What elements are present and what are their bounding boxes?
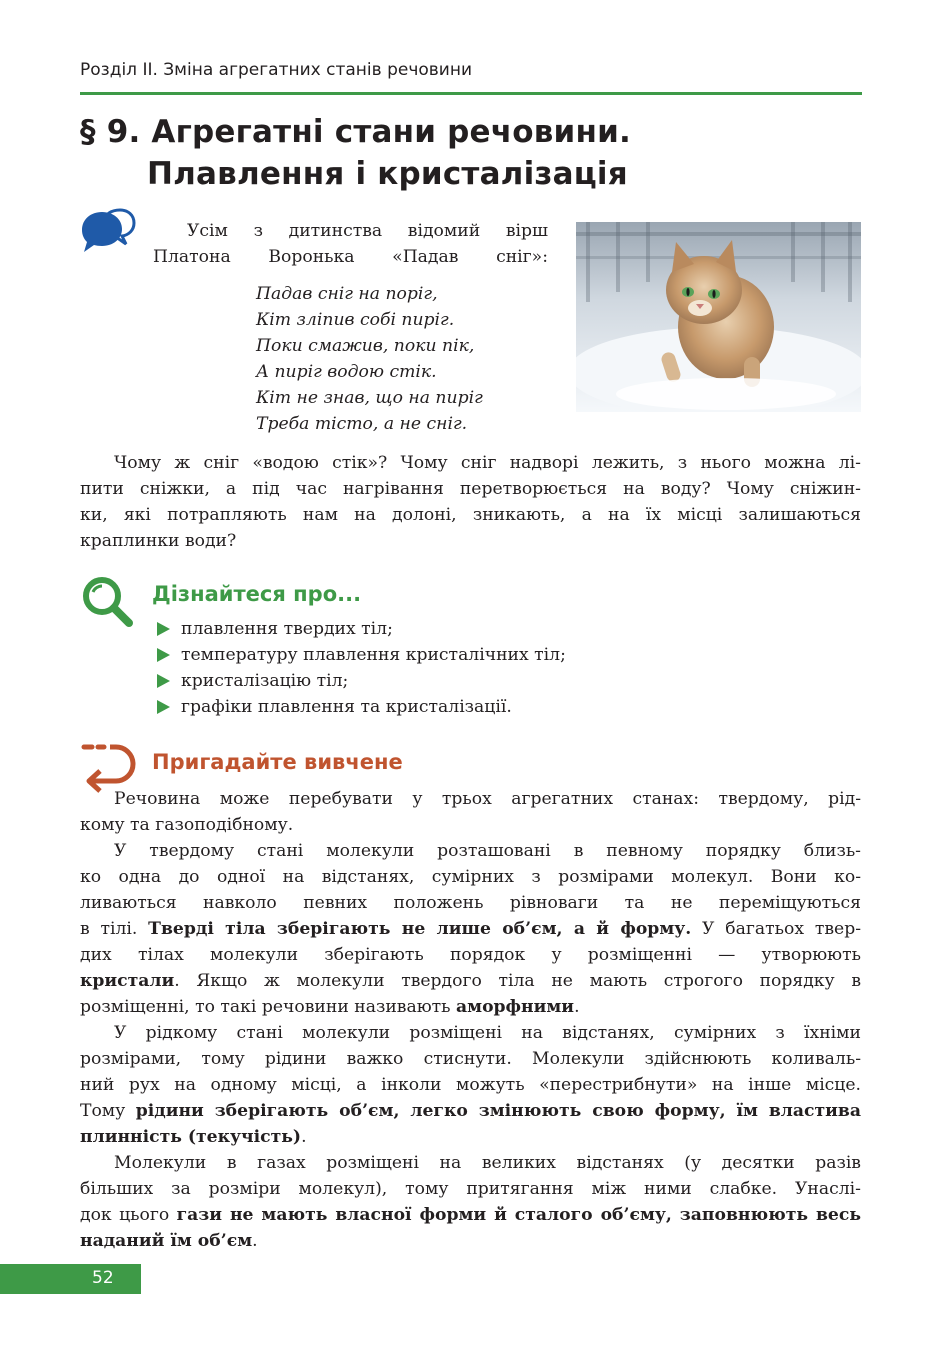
p2-line [80, 994, 861, 1020]
p4-line [80, 1228, 861, 1254]
triangle-bullet-icon [157, 648, 170, 662]
p1-line: кому та газоподібному. [80, 815, 294, 835]
list-item-text: плавлення твердих тіл; [181, 619, 393, 639]
question-line: краплинки води? [80, 531, 237, 551]
bold-run: плинність (текучість) [80, 1127, 302, 1147]
p2-line: У твердому стані молекули розташовані в певному порядку близь- [114, 841, 861, 861]
text-run: в тілі. [80, 919, 149, 939]
p3-line [80, 1124, 861, 1150]
text-run: док цього [80, 1205, 177, 1225]
text-run: . [252, 1231, 258, 1251]
text-run: У багатьох твер- [691, 919, 861, 939]
p3-line: розмірами, тому рідини важко стиснути. Молекули здійснюють коливаль- [80, 1049, 861, 1069]
magnifier-icon [82, 576, 134, 628]
question-line: ки, які потрапляють нам на долоні, зникають, а на їх місці залишаються [80, 505, 861, 525]
p2-line: ко одна до одної на відстанях, сумірних з розмірами молекул. Вони ко- [80, 867, 861, 887]
intro-line-2: Платона Воронька «Падав сніг»: [153, 247, 548, 267]
bold-run: наданий їм об’єм [80, 1231, 253, 1251]
learn-heading: Дізнайтеся про... [152, 582, 362, 606]
p3-line: ний рух на одному місці, а інколи можуть «перестрибнути» на інше місце. [80, 1075, 861, 1095]
page-number: 52 [92, 1268, 114, 1288]
learn-list [157, 616, 566, 720]
list-item [157, 616, 566, 642]
list-item-text: графіки плавлення та кристалізації. [181, 697, 512, 717]
header-rule [80, 92, 862, 95]
cat-in-snow-photo [576, 222, 861, 412]
page-title-line-1: § 9. Агрегатні стани речовини. [80, 114, 631, 150]
bold-run: Тверді тіла зберігають не лише об’єм, а й форму. [148, 919, 692, 939]
p2-line: дих тілах молекули зберігають порядок у розміщенні — утворюють [80, 945, 861, 965]
text-run: Тому [80, 1101, 136, 1121]
intro-line-1: Усім з дитинства відомий вірш [187, 221, 548, 241]
question-paragraph [80, 450, 861, 554]
p2-line [80, 916, 861, 942]
text-run: розміщенні, то такі речовини називають [80, 997, 456, 1017]
list-item [157, 694, 566, 720]
list-item [157, 642, 566, 668]
p3-line: У рідкому стані молекули розміщені на відстанях, сумірних з їхніми [114, 1023, 861, 1043]
running-header: Розділ II. Зміна агрегатних станів речовини [80, 60, 472, 80]
list-item [157, 668, 566, 694]
p4-line [80, 1202, 861, 1228]
body-paragraphs [80, 786, 861, 1254]
triangle-bullet-icon [157, 622, 170, 636]
p4-line: Молекули в газах розміщені на великих відстанях (у десятки разів [114, 1153, 861, 1173]
speech-bubbles-icon [80, 208, 136, 260]
triangle-bullet-icon [157, 674, 170, 688]
page-number-bar [0, 1264, 141, 1294]
question-line: пити сніжки, а під час нагрівання перетворюється на воду? Чому сніжин- [80, 479, 861, 499]
poem-line: Треба тісто, а не сніг. [256, 414, 468, 434]
triangle-bullet-icon [157, 700, 170, 714]
bold-run: гази не мають власної форми й сталого об’єму, заповнюють весь [176, 1205, 861, 1225]
page-title-line-2: Плавлення і кристалізація [147, 156, 628, 192]
poem-line: Поки смажив, поки пік, [256, 336, 475, 356]
p4-line: більших за розміри молекул), тому притягання між ними слабке. Унаслі- [80, 1179, 861, 1199]
p2-line: ливаються навколо певних положень рівноваги та не переміщуються [80, 893, 861, 913]
poem-line: А пиріг водою стік. [256, 362, 437, 382]
text-run: . [301, 1127, 307, 1147]
poem-line: Кіт зліпив собі пиріг. [256, 310, 455, 330]
poem [256, 281, 483, 437]
list-item-text: температуру плавлення кристалічних тіл; [181, 645, 566, 665]
bold-run: аморфними [456, 997, 575, 1017]
p1-line: Речовина може перебувати у трьох агрегатних станах: твердому, рід- [114, 789, 861, 809]
intro-text [153, 218, 548, 270]
recall-heading: Пригадайте вивчене [152, 750, 403, 774]
p2-line [80, 968, 861, 994]
question-line: Чому ж сніг «водою стік»? Чому сніг надворі лежить, з нього можна лі- [114, 453, 861, 473]
bold-run: кристали [80, 971, 175, 991]
bold-run: рідини зберігають об’єм, легко змінюють свою форму, їм властива [135, 1101, 861, 1121]
text-run: . [574, 997, 580, 1017]
text-run: . Якщо ж молекули твердого тіла не мають строгого порядку в [174, 971, 861, 991]
p3-line [80, 1098, 861, 1124]
poem-line: Кіт не знав, що на пиріг [256, 388, 483, 408]
list-item-text: кристалізацію тіл; [181, 671, 349, 691]
poem-line: Падав сніг на поріг, [256, 284, 438, 304]
